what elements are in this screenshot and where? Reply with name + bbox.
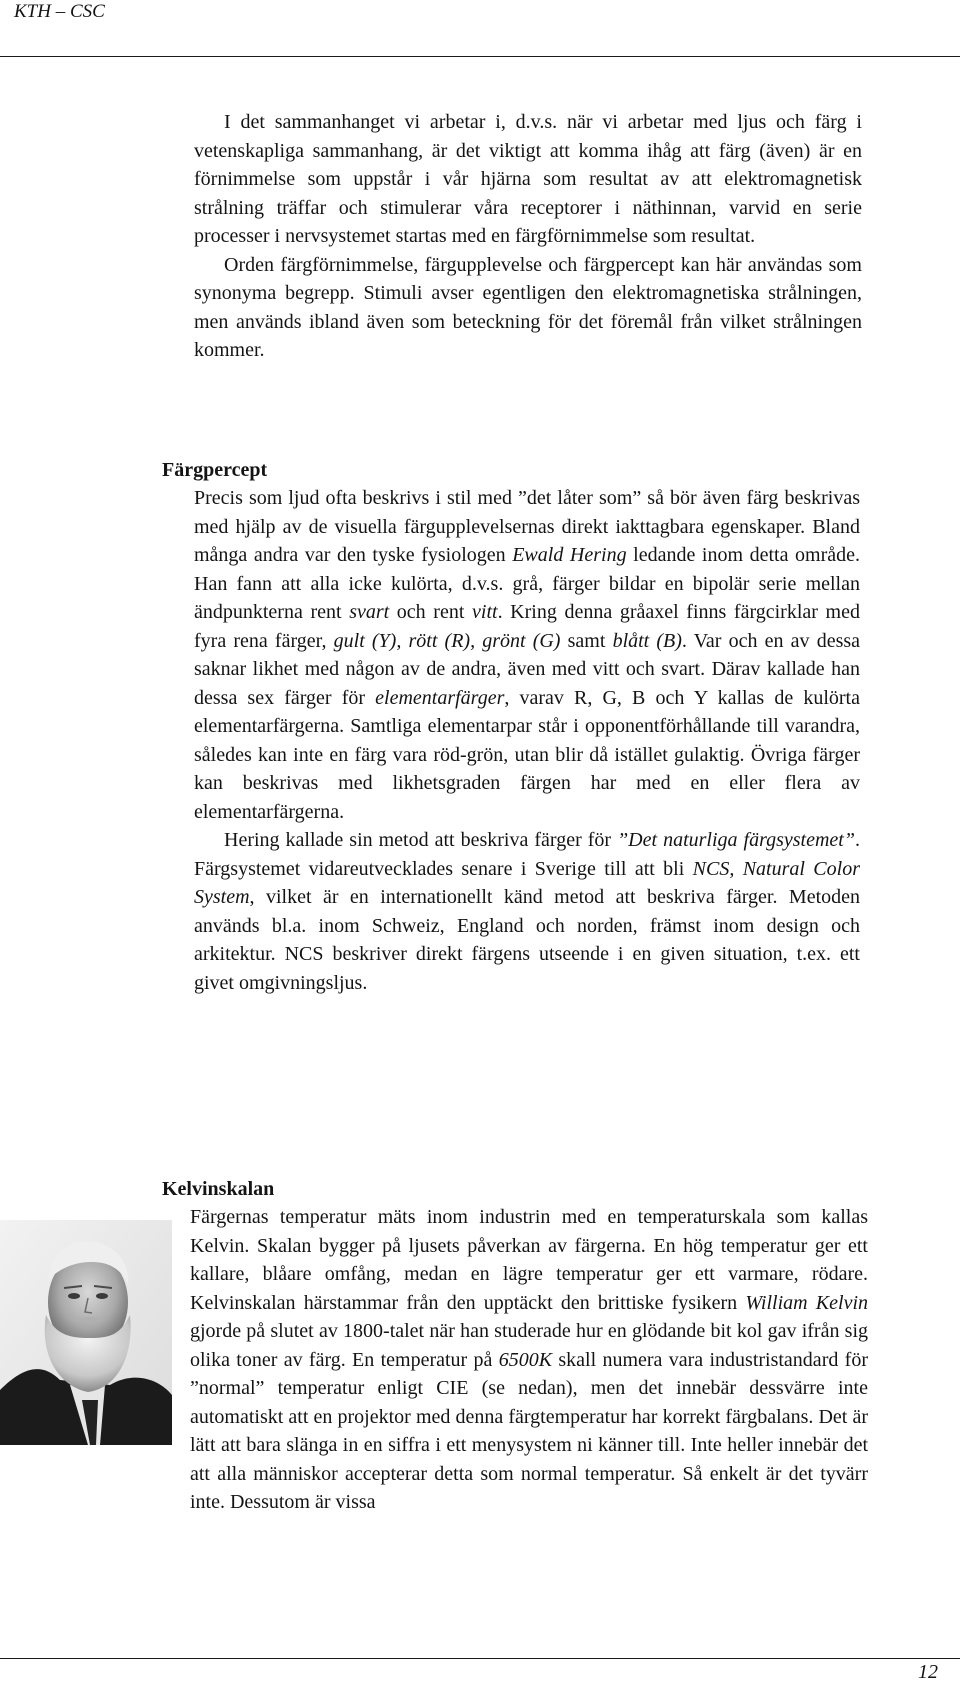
text-run: gjorde på slutet av 1800-talet när han studerade hur en glödande bit kol gav ifrån sig olika toner av färg. En temperatur på: [190, 1320, 868, 1371]
term-elementarfarger: elementarfärger: [375, 686, 505, 709]
term-ncs: NCS, Natural Color System: [194, 857, 860, 908]
text-run: . Färgsystemet vidareutvecklades senare i Sverige till att bli: [194, 829, 860, 880]
footer-divider: [0, 1658, 960, 1659]
intro-paragraph-2: Orden färgförnimmelse, färgupplevelse och färgpercept kan här användas som synonyma begrepp. Stimuli avser egentligen den elektromagnetiska strålningen, men används ibland även som beteckning för det föremål från vilket strålningen kommer.: [194, 253, 862, 361]
text-run: . Var och en av dessa saknar likhet med någon av de andra, även med vitt och svart. Därav kallade han dessa sex färger för: [194, 629, 861, 709]
person-name-kelvin: William Kelvin: [745, 1291, 868, 1314]
kelvinskalan-section: [190, 1203, 868, 1517]
intro-section: [194, 108, 862, 365]
section-heading-kelvinskalan: Kelvinskalan: [162, 1178, 275, 1200]
term-naturliga-fargsystemet: ”Det naturliga färgsystemet”: [617, 829, 855, 851]
term-elementary-colors: gult (Y), rött (R), grönt (G): [333, 629, 561, 652]
text-run: och rent: [389, 601, 473, 623]
term-blue: blått (B): [612, 629, 682, 652]
portrait-image-william-kelvin: [0, 1220, 172, 1445]
fargpercept-paragraph-1: [194, 484, 860, 826]
text-run: samt: [560, 629, 613, 652]
portrait-illustration: [0, 1220, 172, 1445]
text-run: Hering kallade sin metod att beskriva färger för: [224, 829, 618, 851]
section-heading-fargpercept: Färgpercept: [162, 459, 268, 481]
person-name-hering: Ewald Hering: [512, 544, 627, 566]
term-6500k: 6500K: [498, 1348, 553, 1371]
intro-paragraph-1: I det sammanhanget vi arbetar i, d.v.s. när vi arbetar med ljus och färg i vetenskapliga sammanhang, är det viktigt att komma ihåg att färg (även) är en förnimmelse som uppstår i vår hjärna som resultat av att elektromagnetisk strålning träffar och stimulerar våra receptorer i näthinnan, varvid en serie processer i nervsystemet startas med en färgförnimmelse som resultat.: [194, 111, 862, 247]
term-vitt: vitt: [472, 601, 498, 623]
term-svart: svart: [349, 601, 390, 623]
page-number: 12: [918, 1661, 938, 1683]
text-run: . Kring denna gråaxel finns färgcirklar med fyra rena färger,: [194, 601, 860, 652]
text-run: skall numera vara industristandard för ”normal” temperatur enligt CIE (se nedan), men det innebär dessvärre inte automatiskt att en projektor med denna färgtemperatur har korrekt färgbalans. Det är lätt att bara slänga in en siffra i ett menysystem ni känner till. Inte heller innebär det att alla människor accepterar detta som normal temperatur. Så enkelt är det tyvärr inte. Dessutom är vissa: [190, 1348, 868, 1513]
fargpercept-paragraph-2: [194, 826, 860, 997]
text-run: , vilket är en internationellt känd metod att beskriva färger. Metoden används bl.a. inom Schweiz, England och norden, främst inom design och arkitektur. NCS beskriver direkt färgens utseende i en given situation, t.ex. ett givet omgivningsljus.: [194, 886, 860, 994]
kelvinskalan-paragraph: [190, 1203, 868, 1517]
header-divider: [0, 56, 960, 57]
document-header: KTH – CSC: [14, 1, 105, 22]
fargpercept-section: [194, 484, 860, 997]
text-run: ledande inom detta område. Han fann att alla icke kulörta, d.v.s. grå, färger bildar en bipolär serie mellan ändpunkterna rent: [194, 544, 861, 623]
text-run: Färgernas temperatur mäts inom industrin med en temperaturskala som kallas Kelvin. Skalan bygger på ljusets påverkan av färgerna. En hög temperatur ger ett kallare, blåare omfång, medan en lägre temperatur ger ett varmare, rödare. Kelvinskalan härstammar från den upptäckt den brittiske fysikern: [190, 1206, 868, 1314]
text-run: Precis som ljud ofta beskrivs i stil med ”det låter som” så bör även färg beskrivas med hjälp av de visuella färgupplevelsernas direkt iakttagbara egenskaper. Bland många andra var den tyske fysiologen: [194, 487, 860, 566]
text-run: , varav R, G, B och Y kallas de kulörta elementarfärgerna. Samtliga elementarpar står i opponentförhållande till varandra, således kan inte en färg vara röd-grön, utan blir då istället gulaktig. Övriga färger kan beskrivas med likhetsgraden färgen har med en eller flera av elementarfärgerna.: [194, 686, 860, 823]
